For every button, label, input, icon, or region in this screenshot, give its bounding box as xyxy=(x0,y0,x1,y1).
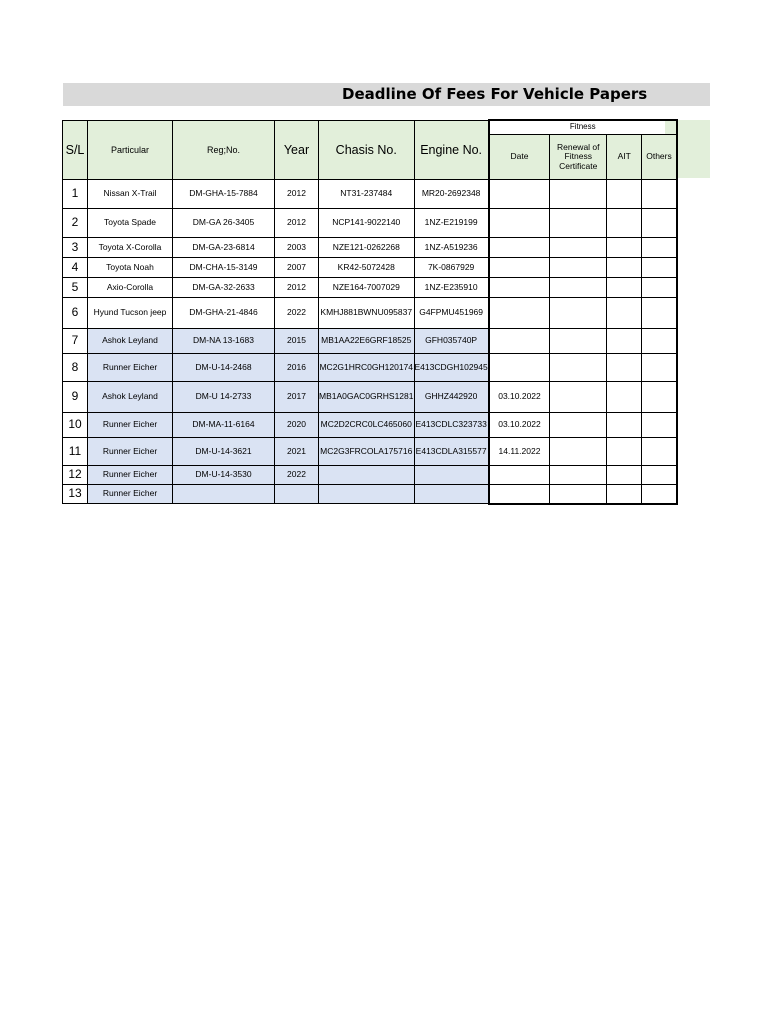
cell-ait[interactable] xyxy=(607,298,642,329)
header-date[interactable]: Date xyxy=(489,135,550,180)
cell-chasis[interactable]: MC2G1HRC0GH120174 xyxy=(319,354,415,382)
header-year[interactable]: Year xyxy=(275,120,319,180)
cell-year[interactable]: 2015 xyxy=(275,329,319,354)
cell-sl[interactable]: 11 xyxy=(63,438,88,466)
cell-particular[interactable]: Runner Eicher xyxy=(88,466,173,485)
cell-renewal[interactable] xyxy=(550,329,607,354)
header-renewal[interactable]: Renewal of Fitness Certificate xyxy=(550,135,607,180)
cell-others[interactable] xyxy=(642,466,677,485)
cell-ait[interactable] xyxy=(607,278,642,298)
header-sl[interactable]: S/L xyxy=(63,120,88,180)
cell-renewal[interactable] xyxy=(550,278,607,298)
cell-reg[interactable] xyxy=(173,485,275,504)
cell-engine[interactable] xyxy=(414,466,489,485)
cell-year[interactable]: 2003 xyxy=(275,238,319,258)
cell-year[interactable]: 2012 xyxy=(275,180,319,209)
cell-year[interactable]: 2020 xyxy=(275,413,319,438)
cell-reg[interactable]: DM-MA-11-6164 xyxy=(173,413,275,438)
cell-engine[interactable] xyxy=(414,485,489,504)
cell-engine[interactable]: GFH035740P xyxy=(414,329,489,354)
cell-date[interactable] xyxy=(489,298,550,329)
cell-particular[interactable]: Ashok Leyland xyxy=(88,329,173,354)
cell-year[interactable]: 2021 xyxy=(275,438,319,466)
cell-year[interactable] xyxy=(275,485,319,504)
cell-renewal[interactable] xyxy=(550,485,607,504)
cell-engine[interactable]: E413CDLC323733 xyxy=(414,413,489,438)
cell-sl[interactable]: 10 xyxy=(63,413,88,438)
table-row xyxy=(63,298,677,329)
cell-date[interactable] xyxy=(489,354,550,382)
cell-year[interactable]: 2007 xyxy=(275,258,319,278)
cell-particular[interactable]: Runner Eicher xyxy=(88,485,173,504)
cell-ait[interactable] xyxy=(607,180,642,209)
cell-reg[interactable]: DM-U 14-2733 xyxy=(173,382,275,413)
cell-particular[interactable]: Runner Eicher xyxy=(88,438,173,466)
cell-sl[interactable]: 9 xyxy=(63,382,88,413)
cell-particular[interactable]: Toyota X-Corolla xyxy=(88,238,173,258)
cell-year[interactable]: 2012 xyxy=(275,278,319,298)
cell-ait[interactable] xyxy=(607,438,642,466)
table-row xyxy=(63,354,677,382)
cell-sl[interactable]: 3 xyxy=(63,238,88,258)
cell-chasis[interactable]: NCP141-9022140 xyxy=(319,209,415,238)
table-row xyxy=(63,466,677,485)
cell-date[interactable] xyxy=(489,238,550,258)
cell-particular[interactable]: Runner Eicher xyxy=(88,354,173,382)
header-reg[interactable]: Reg;No. xyxy=(173,120,275,180)
cell-reg[interactable]: DM-CHA-15-3149 xyxy=(173,258,275,278)
cell-others[interactable] xyxy=(642,258,677,278)
table-row xyxy=(63,209,677,238)
table-row xyxy=(63,278,677,298)
table-row xyxy=(63,382,677,413)
cell-date[interactable] xyxy=(489,278,550,298)
cell-particular[interactable]: Toyota Noah xyxy=(88,258,173,278)
cell-others[interactable] xyxy=(642,329,677,354)
cell-renewal[interactable] xyxy=(550,382,607,413)
cell-engine[interactable]: 7K-0867929 xyxy=(414,258,489,278)
table-row xyxy=(63,413,677,438)
cell-engine[interactable]: G4FPMU451969 xyxy=(414,298,489,329)
header-ait[interactable]: AIT xyxy=(607,135,642,180)
sheet-title: Deadline Of Fees For Vehicle Papers xyxy=(342,85,648,103)
cell-date[interactable]: 03.10.2022 xyxy=(489,413,550,438)
table-row xyxy=(63,258,677,278)
table-row xyxy=(63,438,677,466)
cell-chasis[interactable]: NZE121-0262268 xyxy=(319,238,415,258)
cell-sl[interactable]: 5 xyxy=(63,278,88,298)
cell-ait[interactable] xyxy=(607,466,642,485)
cell-date[interactable] xyxy=(489,258,550,278)
cell-chasis[interactable]: MB1AA22E6GRF18525 xyxy=(319,329,415,354)
cell-engine[interactable]: GHHZ442920 xyxy=(414,382,489,413)
cell-chasis[interactable] xyxy=(319,485,415,504)
cell-year[interactable]: 2016 xyxy=(275,354,319,382)
cell-engine[interactable]: E413CDGH102945 xyxy=(414,354,489,382)
cell-chasis[interactable]: MB1A0GAC0GRHS1281 xyxy=(319,382,415,413)
cell-engine[interactable]: 1NZ-A519236 xyxy=(414,238,489,258)
cell-chasis[interactable]: MC2D2CRC0LC465060 xyxy=(319,413,415,438)
cell-others[interactable] xyxy=(642,485,677,504)
cell-others[interactable] xyxy=(642,278,677,298)
cell-engine[interactable]: E413CDLA315577 xyxy=(414,438,489,466)
cell-others[interactable] xyxy=(642,413,677,438)
cell-others[interactable] xyxy=(642,298,677,329)
cell-reg[interactable]: DM-GA-32-2633 xyxy=(173,278,275,298)
cell-particular[interactable]: Runner Eicher xyxy=(88,413,173,438)
header-engine[interactable]: Engine No. xyxy=(414,120,489,180)
cell-particular[interactable]: Toyota Spade xyxy=(88,209,173,238)
cell-renewal[interactable] xyxy=(550,298,607,329)
cell-sl[interactable]: 1 xyxy=(63,180,88,209)
cell-reg[interactable]: DM-U-14-3621 xyxy=(173,438,275,466)
header-chasis[interactable]: Chasis No. xyxy=(319,120,415,180)
cell-particular[interactable]: Ashok Leyland xyxy=(88,382,173,413)
cell-year[interactable]: 2012 xyxy=(275,209,319,238)
cell-reg[interactable]: DM-GA-23-6814 xyxy=(173,238,275,258)
cell-sl[interactable]: 12 xyxy=(63,466,88,485)
cell-sl[interactable]: 8 xyxy=(63,354,88,382)
cell-engine[interactable]: 1NZ-E219199 xyxy=(414,209,489,238)
cell-ait[interactable] xyxy=(607,209,642,238)
cell-date[interactable] xyxy=(489,209,550,238)
table-row xyxy=(63,238,677,258)
cell-renewal[interactable] xyxy=(550,258,607,278)
cell-reg[interactable]: DM-U-14-3530 xyxy=(173,466,275,485)
cell-chasis[interactable]: KR42-5072428 xyxy=(319,258,415,278)
cell-reg[interactable]: DM-U-14-2468 xyxy=(173,354,275,382)
cell-renewal[interactable] xyxy=(550,209,607,238)
cell-sl[interactable]: 4 xyxy=(63,258,88,278)
cell-sl[interactable]: 2 xyxy=(63,209,88,238)
cell-reg[interactable]: DM-GHA-15-7884 xyxy=(173,180,275,209)
cell-year[interactable]: 2022 xyxy=(275,466,319,485)
cell-date[interactable] xyxy=(489,485,550,504)
cell-renewal[interactable] xyxy=(550,413,607,438)
cell-year[interactable]: 2017 xyxy=(275,382,319,413)
cell-chasis[interactable] xyxy=(319,466,415,485)
cell-reg[interactable]: DM-GA 26-3405 xyxy=(173,209,275,238)
cell-ait[interactable] xyxy=(607,382,642,413)
cell-others[interactable] xyxy=(642,382,677,413)
cell-sl[interactable]: 13 xyxy=(63,485,88,504)
cell-date[interactable] xyxy=(489,329,550,354)
cell-reg[interactable]: DM-GHA-21-4846 xyxy=(173,298,275,329)
cell-renewal[interactable] xyxy=(550,466,607,485)
cell-engine[interactable]: 1NZ-E235910 xyxy=(414,278,489,298)
header-row xyxy=(63,120,677,135)
cell-others[interactable] xyxy=(642,238,677,258)
vehicle-papers-table xyxy=(62,119,678,505)
cell-chasis[interactable]: NT31-237484 xyxy=(319,180,415,209)
cell-ait[interactable] xyxy=(607,413,642,438)
cell-chasis[interactable]: NZE164-7007029 xyxy=(319,278,415,298)
cell-ait[interactable] xyxy=(607,258,642,278)
cell-chasis[interactable]: MC2G3FRCOLA175716 xyxy=(319,438,415,466)
cell-others[interactable] xyxy=(642,438,677,466)
cell-chasis[interactable]: KMHJ881BWNU095837 xyxy=(319,298,415,329)
cell-year[interactable]: 2022 xyxy=(275,298,319,329)
cell-date[interactable]: 03.10.2022 xyxy=(489,382,550,413)
cell-renewal[interactable] xyxy=(550,354,607,382)
cell-renewal[interactable] xyxy=(550,438,607,466)
cell-sl[interactable]: 6 xyxy=(63,298,88,329)
header-fitness[interactable]: Fitness xyxy=(489,120,677,135)
cell-ait[interactable] xyxy=(607,329,642,354)
table-body xyxy=(63,180,677,504)
cell-engine[interactable]: MR20-2692348 xyxy=(414,180,489,209)
cell-reg[interactable]: DM-NA 13-1683 xyxy=(173,329,275,354)
header-others[interactable]: Others xyxy=(642,135,677,180)
cell-others[interactable] xyxy=(642,180,677,209)
table-row xyxy=(63,180,677,209)
cell-particular[interactable]: Axio-Corolla xyxy=(88,278,173,298)
table-row xyxy=(63,329,677,354)
cell-renewal[interactable] xyxy=(550,238,607,258)
cell-sl[interactable]: 7 xyxy=(63,329,88,354)
cell-particular[interactable]: Nissan X-Trail xyxy=(88,180,173,209)
cell-ait[interactable] xyxy=(607,238,642,258)
cell-date[interactable]: 14.11.2022 xyxy=(489,438,550,466)
table-row xyxy=(63,485,677,504)
cell-others[interactable] xyxy=(642,354,677,382)
cell-ait[interactable] xyxy=(607,485,642,504)
header-particular[interactable]: Particular xyxy=(88,120,173,180)
cell-date[interactable] xyxy=(489,180,550,209)
cell-date[interactable] xyxy=(489,466,550,485)
cell-renewal[interactable] xyxy=(550,180,607,209)
cell-ait[interactable] xyxy=(607,354,642,382)
cell-others[interactable] xyxy=(642,209,677,238)
cell-particular[interactable]: Hyund Tucson jeep xyxy=(88,298,173,329)
